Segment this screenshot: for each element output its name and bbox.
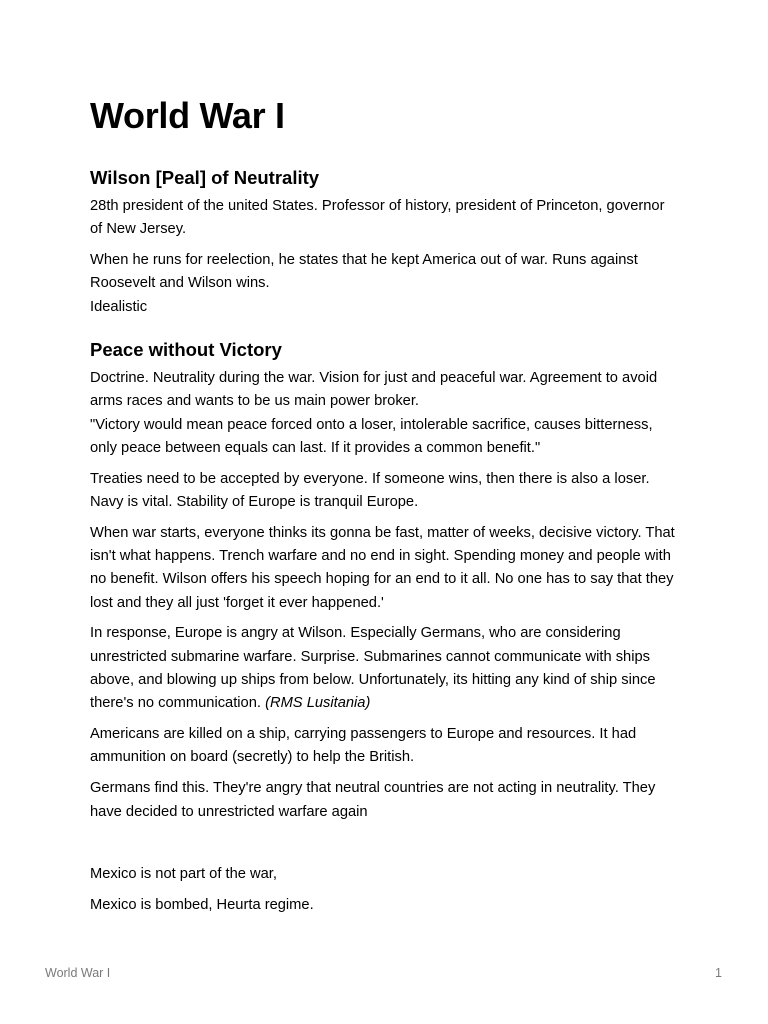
paragraph: Idealistic (90, 298, 148, 315)
paragraph-text: In response, Europe is angry at Wilson. Especially Germans, who are considering unrestricted submarine warfare. Surprise. Submarines cannot communicate with ships above, and blowing up ships from below. Unfortunately, its hitting any kind of ship since there's no communication. (90, 625, 656, 712)
section-heading-peace-without-victory: Peace without Victory (90, 338, 282, 360)
paragraph (90, 622, 680, 715)
paragraph: Americans are killed on a ship, carrying passengers to Europe and resources. It had ammunition on board (secretly) to help the British. (90, 726, 637, 766)
paragraph: Treaties need to be accepted by everyone. If someone wins, then there is also a loser. Navy is vital. Stability of Europe is tranquil Europe. (90, 470, 650, 510)
paragraph: When war starts, everyone thinks its gonna be fast, matter of weeks, decisive victory. That isn't what happens. Trench warfare and no end in sight. Spending money and people with no benefit. Wilson offers his speech hoping for an end to it all. No one has to say that they lost and they all just 'forget it ever happened.' (90, 524, 675, 611)
section-heading-wilson-neutrality: Wilson [Peal] of Neutrality (90, 167, 320, 188)
paragraph: 28th president of the united States. Professor of history, president of Princeton, governor of New Jersey. (90, 198, 665, 238)
paragraph: Mexico is bombed, Heurta regime. (90, 896, 314, 913)
footer-page-number: 1 (715, 966, 722, 980)
paragraph: Mexico is not part of the war, (90, 865, 277, 882)
paragraph: Germans find this. They're angry that neutral countries are not acting in neutrality. They have decided to unrestricted warfare again (90, 780, 656, 820)
paragraph: When he runs for reelection, he states that he kept America out of war. Runs against Roosevelt and Wilson wins. (90, 252, 638, 292)
footer-document-title: World War I (45, 966, 111, 980)
paragraph: "Victory would mean peace forced onto a loser, intolerable sacrifice, causes bitterness, only peace between equals can last. If it provides a common benefit." (90, 416, 653, 456)
italic-note: (RMS Lusitania) (265, 695, 371, 712)
document-body (90, 94, 680, 917)
document-title: World War I (90, 95, 285, 136)
paragraph: Doctrine. Neutrality during the war. Vision for just and peaceful war. Agreement to avoid arms races and wants to be us main power broker. (90, 369, 658, 410)
